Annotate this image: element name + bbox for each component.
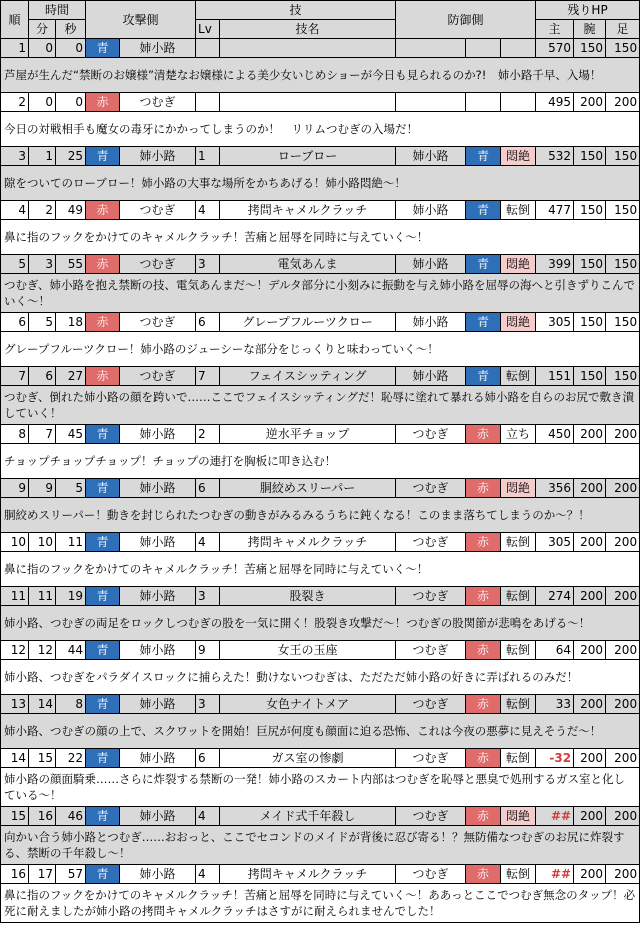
move-row <box>1 367 640 386</box>
commentary-text: 鼻に指のフックをかけてのキャメルクラッチ！苦痛と屈辱を同時に与えていく～！ <box>1 552 640 587</box>
move-order: 15 <box>1 807 29 826</box>
move-row <box>1 39 640 58</box>
technique-level: 2 <box>196 425 220 444</box>
move-minute: 1 <box>29 147 56 166</box>
move-order: 6 <box>1 313 29 332</box>
attacker-side-badge: 青 <box>86 39 120 58</box>
hp-main: 570 <box>536 39 574 58</box>
header-technique: 技 <box>196 1 396 20</box>
hp-arm: 200 <box>574 587 606 606</box>
defender-name: 姉小路 <box>396 147 466 166</box>
result-status <box>501 39 536 58</box>
defender-name: つむぎ <box>396 749 466 768</box>
technique-level: 4 <box>196 865 220 884</box>
attacker-name: 姉小路 <box>120 749 196 768</box>
move-second: 55 <box>56 255 86 274</box>
move-row <box>1 695 640 714</box>
header-hp-main: 主 <box>536 20 574 39</box>
move-second: 19 <box>56 587 86 606</box>
commentary-text: 今日の対戦相手も魔女の毒牙にかかってしまうのか！ リリムつむぎの入場だ！ <box>1 112 640 147</box>
hp-leg: 200 <box>606 641 640 660</box>
defender-side-badge: 青 <box>466 255 501 274</box>
hp-arm: 200 <box>574 865 606 884</box>
defender-side-badge: 赤 <box>466 807 501 826</box>
move-minute: 6 <box>29 367 56 386</box>
move-order: 1 <box>1 39 29 58</box>
move-row <box>1 807 640 826</box>
hp-arm: 200 <box>574 425 606 444</box>
defender-side-badge: 赤 <box>466 587 501 606</box>
technique-name: 股裂き <box>220 587 396 606</box>
move-order: 16 <box>1 865 29 884</box>
technique-level: 6 <box>196 313 220 332</box>
attacker-name: つむぎ <box>120 313 196 332</box>
move-second: 0 <box>56 93 86 112</box>
commentary-text: 鼻に指のフックをかけてのキャメルクラッチ！苦痛と屈辱を同時に与えていく～！ああっとここでつむぎ無念のタップ！必死に耐えましたが姉小路の拷問キャメルクラッチはさすがに耐えられませんでした！ <box>1 884 640 923</box>
technique-name: 電気あんま <box>220 255 396 274</box>
move-order: 11 <box>1 587 29 606</box>
move-second: 8 <box>56 695 86 714</box>
defender-name: つむぎ <box>396 587 466 606</box>
technique-level <box>196 93 220 112</box>
move-order: 5 <box>1 255 29 274</box>
attacker-side-badge: 青 <box>86 749 120 768</box>
hp-main: 274 <box>536 587 574 606</box>
technique-level: 4 <box>196 807 220 826</box>
technique-name: 女王の玉座 <box>220 641 396 660</box>
move-row <box>1 147 640 166</box>
move-minute: 12 <box>29 641 56 660</box>
defender-side-badge: 赤 <box>466 695 501 714</box>
defender-name: 姉小路 <box>396 255 466 274</box>
technique-name <box>220 39 396 58</box>
hp-leg: 150 <box>606 255 640 274</box>
result-status <box>501 93 536 112</box>
move-second: 18 <box>56 313 86 332</box>
defender-side-badge: 赤 <box>466 749 501 768</box>
move-row <box>1 865 640 884</box>
defender-name: つむぎ <box>396 533 466 552</box>
hp-main: 399 <box>536 255 574 274</box>
attacker-name: 姉小路 <box>120 533 196 552</box>
defender-side-badge <box>466 39 501 58</box>
technique-level: 7 <box>196 367 220 386</box>
defender-name: つむぎ <box>396 479 466 498</box>
technique-name: グレープフルーツクロー <box>220 313 396 332</box>
technique-name: 拷問キャメルクラッチ <box>220 533 396 552</box>
attacker-side-badge: 青 <box>86 865 120 884</box>
defender-name <box>396 93 466 112</box>
defender-name: つむぎ <box>396 807 466 826</box>
defender-name: 姉小路 <box>396 201 466 220</box>
move-row <box>1 255 640 274</box>
defender-side-badge: 青 <box>466 201 501 220</box>
attacker-side-badge: 赤 <box>86 367 120 386</box>
hp-leg: 200 <box>606 533 640 552</box>
move-second: 0 <box>56 39 86 58</box>
commentary-text: チョップチョップチョップ！チョップの連打を胸板に叩き込む！ <box>1 444 640 479</box>
attacker-side-badge: 青 <box>86 479 120 498</box>
commentary-text: 芦屋が生んだ“禁断のお嬢様”清楚なお嬢様による美少女いじめショーが今日も見られるのか?! 姉小路千早、入場！ <box>1 58 640 93</box>
hp-main: 151 <box>536 367 574 386</box>
move-order: 8 <box>1 425 29 444</box>
commentary-text: グレープフルーツクロー！姉小路のジューシーな部分をじっくりと味わっていく～！ <box>1 332 640 367</box>
move-row <box>1 749 640 768</box>
hp-leg: 200 <box>606 425 640 444</box>
hp-main: 356 <box>536 479 574 498</box>
attacker-side-badge: 青 <box>86 425 120 444</box>
move-second: 57 <box>56 865 86 884</box>
move-row <box>1 313 640 332</box>
hp-leg: 150 <box>606 147 640 166</box>
commentary-row <box>1 444 640 479</box>
attacker-name: つむぎ <box>120 367 196 386</box>
result-status: 転倒 <box>501 695 536 714</box>
commentary-text: つむぎ、倒れた姉小路の顔を跨いで……ここでフェイスシッティングだ！恥辱に塗れて暴れる姉小路を自らのお尻で敷き潰していく！ <box>1 386 640 425</box>
commentary-text: 姉小路、つむぎをパラダイスロックに捕らえた！動けないつむぎは、ただただ姉小路の好きに弄ばれるのみだ！ <box>1 660 640 695</box>
technique-name: ガス室の惨劇 <box>220 749 396 768</box>
header-row <box>1 1 640 20</box>
move-row <box>1 479 640 498</box>
move-minute: 3 <box>29 255 56 274</box>
defender-side-badge: 赤 <box>466 533 501 552</box>
result-status: 転倒 <box>501 641 536 660</box>
defender-name: つむぎ <box>396 865 466 884</box>
result-status: 悶絶 <box>501 479 536 498</box>
move-order: 7 <box>1 367 29 386</box>
commentary-row <box>1 386 640 425</box>
hp-main: 495 <box>536 93 574 112</box>
defender-name <box>396 39 466 58</box>
move-order: 9 <box>1 479 29 498</box>
hp-main: 64 <box>536 641 574 660</box>
move-order: 4 <box>1 201 29 220</box>
commentary-row <box>1 332 640 367</box>
commentary-text: 姉小路、つむぎの両足をロックしつむぎの股を一気に開く！股裂き攻撃だ～！つむぎの股関節が悲鳴をあげる～！ <box>1 606 640 641</box>
move-row <box>1 93 640 112</box>
hp-main: 305 <box>536 313 574 332</box>
defender-name: 姉小路 <box>396 313 466 332</box>
hp-leg: 150 <box>606 313 640 332</box>
technique-name: 女色ナイトメア <box>220 695 396 714</box>
technique-level: 6 <box>196 479 220 498</box>
move-second: 5 <box>56 479 86 498</box>
attacker-side-badge: 青 <box>86 641 120 660</box>
hp-leg: 200 <box>606 587 640 606</box>
hp-arm: 150 <box>574 313 606 332</box>
move-order: 14 <box>1 749 29 768</box>
attacker-name: 姉小路 <box>120 39 196 58</box>
hp-leg: 150 <box>606 39 640 58</box>
hp-arm: 200 <box>574 533 606 552</box>
move-minute: 0 <box>29 39 56 58</box>
attacker-side-badge: 青 <box>86 533 120 552</box>
move-minute: 7 <box>29 425 56 444</box>
header-attacker: 攻撃側 <box>86 1 196 39</box>
move-second: 25 <box>56 147 86 166</box>
attacker-side-badge: 青 <box>86 147 120 166</box>
technique-level: 1 <box>196 147 220 166</box>
hp-arm: 200 <box>574 93 606 112</box>
attacker-name: つむぎ <box>120 201 196 220</box>
defender-side-badge: 赤 <box>466 865 501 884</box>
result-status: 悶絶 <box>501 147 536 166</box>
move-minute: 11 <box>29 587 56 606</box>
defender-side-badge: 青 <box>466 147 501 166</box>
hp-main: 33 <box>536 695 574 714</box>
hp-leg: 150 <box>606 367 640 386</box>
defender-name: つむぎ <box>396 425 466 444</box>
move-second: 46 <box>56 807 86 826</box>
commentary-row <box>1 768 640 807</box>
defender-side-badge: 青 <box>466 313 501 332</box>
commentary-row <box>1 220 640 255</box>
commentary-text: 胴絞めスリーパー！動きを封じられたつむぎの動きがみるみるうちに鈍くなる！このまま落ちてしまうのか～？！ <box>1 498 640 533</box>
move-minute: 5 <box>29 313 56 332</box>
hp-arm: 200 <box>574 749 606 768</box>
defender-side-badge: 赤 <box>466 641 501 660</box>
result-status: 立ち <box>501 425 536 444</box>
technique-name: メイド式千年殺し <box>220 807 396 826</box>
attacker-side-badge: 青 <box>86 807 120 826</box>
move-minute: 15 <box>29 749 56 768</box>
move-second: 22 <box>56 749 86 768</box>
technique-name: 逆水平チョップ <box>220 425 396 444</box>
technique-name: ローブロー <box>220 147 396 166</box>
attacker-side-badge: 赤 <box>86 93 120 112</box>
technique-level: 3 <box>196 587 220 606</box>
attacker-name: 姉小路 <box>120 807 196 826</box>
result-status: 転倒 <box>501 865 536 884</box>
commentary-row <box>1 552 640 587</box>
header-lv: Lv <box>196 20 220 39</box>
hp-arm: 150 <box>574 255 606 274</box>
commentary-row <box>1 826 640 865</box>
commentary-row <box>1 112 640 147</box>
move-second: 11 <box>56 533 86 552</box>
defender-name: つむぎ <box>396 695 466 714</box>
technique-level: 6 <box>196 749 220 768</box>
move-order: 2 <box>1 93 29 112</box>
attacker-side-badge: 青 <box>86 587 120 606</box>
move-order: 13 <box>1 695 29 714</box>
move-row <box>1 587 640 606</box>
hp-main: -32 <box>536 749 574 768</box>
move-order: 10 <box>1 533 29 552</box>
technique-level: 3 <box>196 255 220 274</box>
commentary-row <box>1 714 640 749</box>
technique-level: 4 <box>196 201 220 220</box>
defender-side-badge <box>466 93 501 112</box>
move-row <box>1 641 640 660</box>
hp-arm: 200 <box>574 695 606 714</box>
attacker-name: つむぎ <box>120 255 196 274</box>
technique-level: 9 <box>196 641 220 660</box>
hp-leg: 150 <box>606 201 640 220</box>
header-hp-leg: 足 <box>606 20 640 39</box>
header-defender: 防御側 <box>396 1 536 39</box>
move-minute: 14 <box>29 695 56 714</box>
defender-side-badge: 青 <box>466 367 501 386</box>
move-minute: 16 <box>29 807 56 826</box>
hp-leg: 200 <box>606 807 640 826</box>
hp-arm: 200 <box>574 807 606 826</box>
move-second: 49 <box>56 201 86 220</box>
result-status: 転倒 <box>501 201 536 220</box>
commentary-text: 姉小路、つむぎの顔の上で、スクワットを開始！巨尻が何度も顔面に迫る恐怖、これは今夜の悪夢に見えそうだ～！ <box>1 714 640 749</box>
attacker-name: 姉小路 <box>120 587 196 606</box>
move-row <box>1 533 640 552</box>
move-row <box>1 201 640 220</box>
result-status: 悶絶 <box>501 313 536 332</box>
hp-leg: 200 <box>606 695 640 714</box>
attacker-name: 姉小路 <box>120 865 196 884</box>
commentary-text: 鼻に指のフックをかけてのキャメルクラッチ！苦痛と屈辱を同時に与えていく～！ <box>1 220 640 255</box>
attacker-side-badge: 赤 <box>86 201 120 220</box>
move-minute: 0 <box>29 93 56 112</box>
attacker-side-badge: 青 <box>86 695 120 714</box>
result-status: 転倒 <box>501 587 536 606</box>
header-time: 時間 <box>29 1 86 20</box>
move-order: 3 <box>1 147 29 166</box>
commentary-row <box>1 498 640 533</box>
attacker-name: 姉小路 <box>120 479 196 498</box>
move-minute: 2 <box>29 201 56 220</box>
move-minute: 10 <box>29 533 56 552</box>
commentary-text: 隙をついてのローブロー！姉小路の大事な場所をかちあげる！姉小路悶絶～！ <box>1 166 640 201</box>
hp-leg: 200 <box>606 865 640 884</box>
attacker-side-badge: 赤 <box>86 313 120 332</box>
result-status: 転倒 <box>501 749 536 768</box>
technique-name: 拷問キャメルクラッチ <box>220 865 396 884</box>
commentary-row <box>1 274 640 313</box>
technique-level: 4 <box>196 533 220 552</box>
header-hp-arm: 腕 <box>574 20 606 39</box>
hp-main: ## <box>536 807 574 826</box>
technique-name <box>220 93 396 112</box>
move-minute: 17 <box>29 865 56 884</box>
hp-leg: 200 <box>606 93 640 112</box>
commentary-row <box>1 660 640 695</box>
technique-name: 拷問キャメルクラッチ <box>220 201 396 220</box>
header-order: 順 <box>1 1 29 39</box>
move-minute: 9 <box>29 479 56 498</box>
hp-main: 532 <box>536 147 574 166</box>
hp-main: 305 <box>536 533 574 552</box>
defender-name: つむぎ <box>396 641 466 660</box>
hp-leg: 200 <box>606 749 640 768</box>
move-order: 12 <box>1 641 29 660</box>
result-status: 転倒 <box>501 533 536 552</box>
hp-main: 477 <box>536 201 574 220</box>
move-second: 27 <box>56 367 86 386</box>
header-remaining-hp: 残りHP <box>536 1 640 20</box>
result-status: 転倒 <box>501 367 536 386</box>
hp-arm: 150 <box>574 201 606 220</box>
attacker-side-badge: 赤 <box>86 255 120 274</box>
header-min: 分 <box>29 20 56 39</box>
hp-arm: 150 <box>574 367 606 386</box>
header-tech-name: 技名 <box>220 20 396 39</box>
move-second: 44 <box>56 641 86 660</box>
defender-name: 姉小路 <box>396 367 466 386</box>
move-row <box>1 425 640 444</box>
hp-arm: 200 <box>574 479 606 498</box>
hp-arm: 150 <box>574 39 606 58</box>
technique-level <box>196 39 220 58</box>
commentary-row <box>1 884 640 923</box>
hp-main: 450 <box>536 425 574 444</box>
attacker-name: 姉小路 <box>120 695 196 714</box>
technique-level: 3 <box>196 695 220 714</box>
attacker-name: 姉小路 <box>120 147 196 166</box>
header-sec: 秒 <box>56 20 86 39</box>
commentary-text: つむぎ、姉小路を抱え禁断の技、電気あんまだ～！デルタ部分に小刻みに振動を与え姉小路を屈辱の海へと引きずりこんでいく～！ <box>1 274 640 313</box>
attacker-name: つむぎ <box>120 93 196 112</box>
technique-name: 胴絞めスリーパー <box>220 479 396 498</box>
attacker-name: 姉小路 <box>120 641 196 660</box>
commentary-row <box>1 58 640 93</box>
hp-arm: 150 <box>574 147 606 166</box>
commentary-row <box>1 606 640 641</box>
defender-side-badge: 赤 <box>466 479 501 498</box>
commentary-text: 向かい合う姉小路とつむぎ……おおっと、ここでセコンドのメイドが背後に忍び寄る！？無防備なつむぎのお尻に炸裂する、禁断の千年殺し～！ <box>1 826 640 865</box>
hp-main: ## <box>536 865 574 884</box>
hp-leg: 200 <box>606 479 640 498</box>
attacker-name: 姉小路 <box>120 425 196 444</box>
result-status: 悶絶 <box>501 255 536 274</box>
defender-side-badge: 赤 <box>466 425 501 444</box>
commentary-text: 姉小路の顔面騎乗……さらに炸裂する禁断の一発！姉小路のスカート内部はつむぎを恥辱と悪臭で処刑するガス室と化している～！ <box>1 768 640 807</box>
commentary-row <box>1 166 640 201</box>
move-second: 45 <box>56 425 86 444</box>
hp-arm: 200 <box>574 641 606 660</box>
technique-name: フェイスシッティング <box>220 367 396 386</box>
result-status: 悶絶 <box>501 807 536 826</box>
